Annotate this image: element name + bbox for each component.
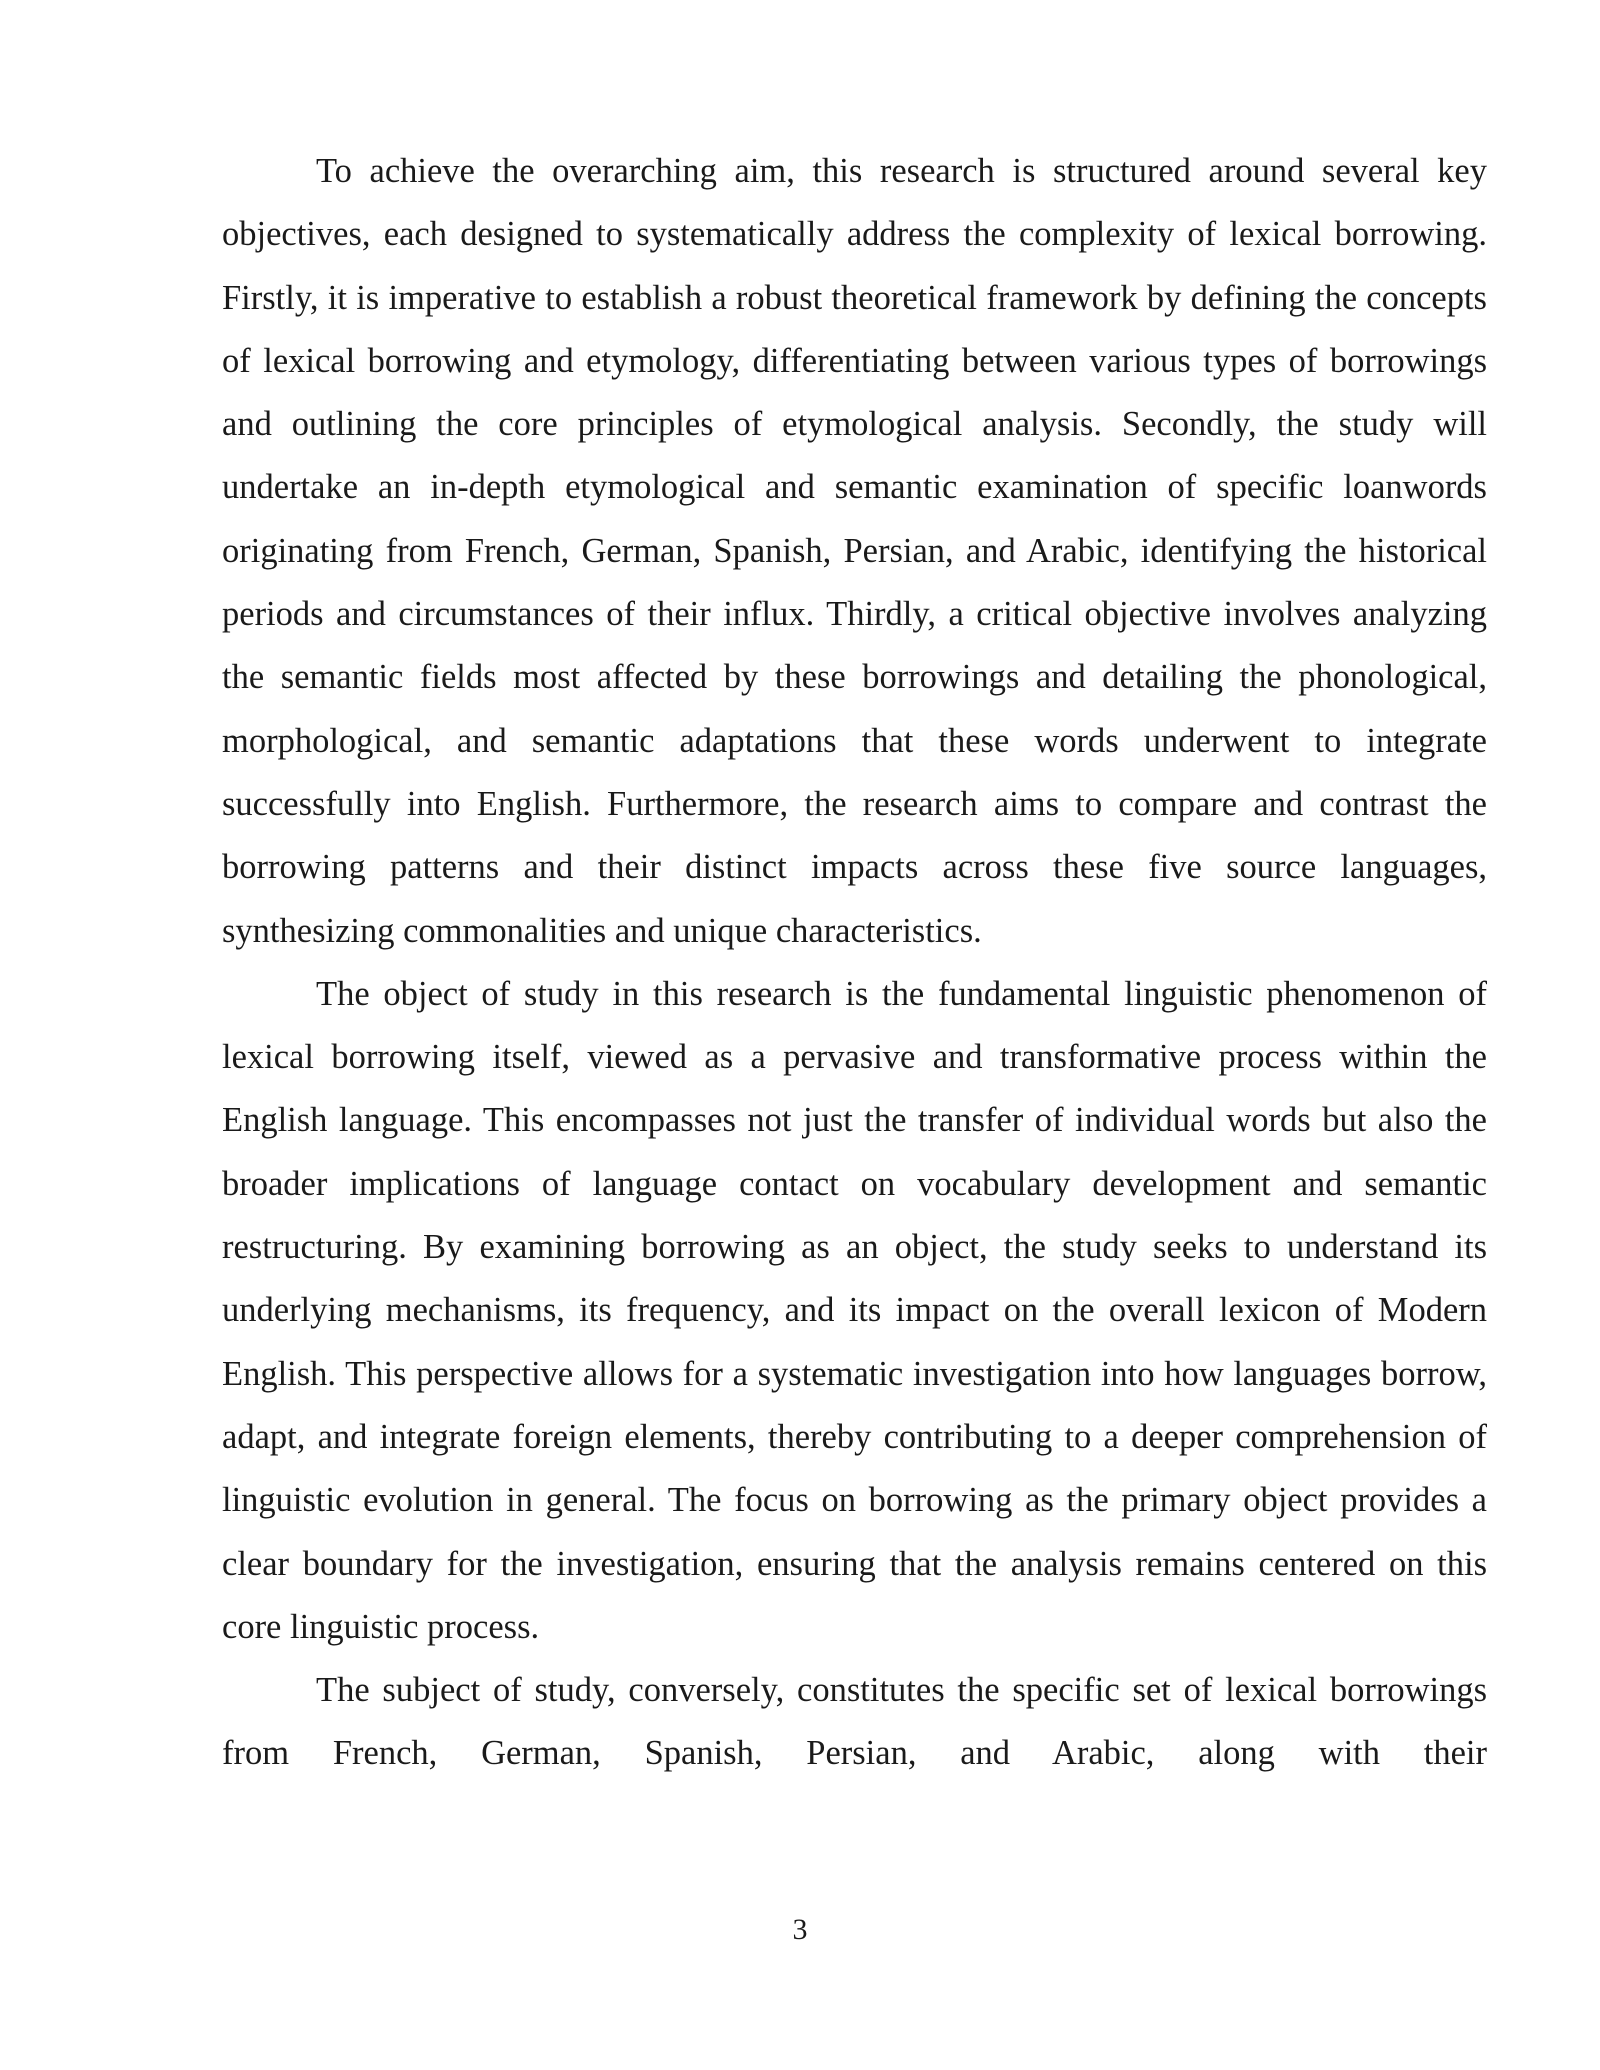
body-text: [222, 140, 1487, 1786]
page-number: 3: [792, 1913, 808, 1946]
paragraph-objectives: To achieve the overarching aim, this research is structured around several key objectives, each designed to systematically address the complexity of lexical borrowing. Firstly, it is imperative to establish a robust theoretical framework by defining the concepts of lexical borrowing and etymology, differentiating between various types of borrowings and outlining the core principles of etymological analysis. Secondly, the study will undertake an in-depth etymological and semantic examination of specific loanwords originating from French, German, Spanish, Persian, and Arabic, identifying the historical periods and circumstances of their influx. Thirdly, a critical objective involves analyzing the semantic fields most affected by these borrowings and detailing the phonological, morphological, and semantic adaptations that these words underwent to integrate successfully into English. Furthermore, the research aims to compare and contrast the borrowing patterns and their distinct impacts across these five source languages, synthesizing commonalities and unique characteristics.: [222, 152, 1487, 950]
paragraph-subject-of-study: The subject of study, conversely, constitutes the specific set of lexical borrowings from French, German, Spanish, Persian, and Arabic, along with their: [222, 1671, 1487, 1773]
paragraph-object-of-study: The object of study in this research is the fundamental linguistic phenomenon of lexical borrowing itself, viewed as a pervasive and transformative process within the English language. This encompasses not just the transfer of individual words but also the broader implications of language contact on vocabulary development and semantic restructuring. By examining borrowing as an object, the study seeks to understand its underlying mechanisms, its frequency, and its impact on the overall lexicon of Modern English. This perspective allows for a systematic investigation into how languages borrow, adapt, and integrate foreign elements, thereby contributing to a deeper comprehension of linguistic evolution in general. The focus on borrowing as the primary object provides a clear boundary for the investigation, ensuring that the analysis remains centered on this core linguistic process.: [222, 974, 1487, 1646]
